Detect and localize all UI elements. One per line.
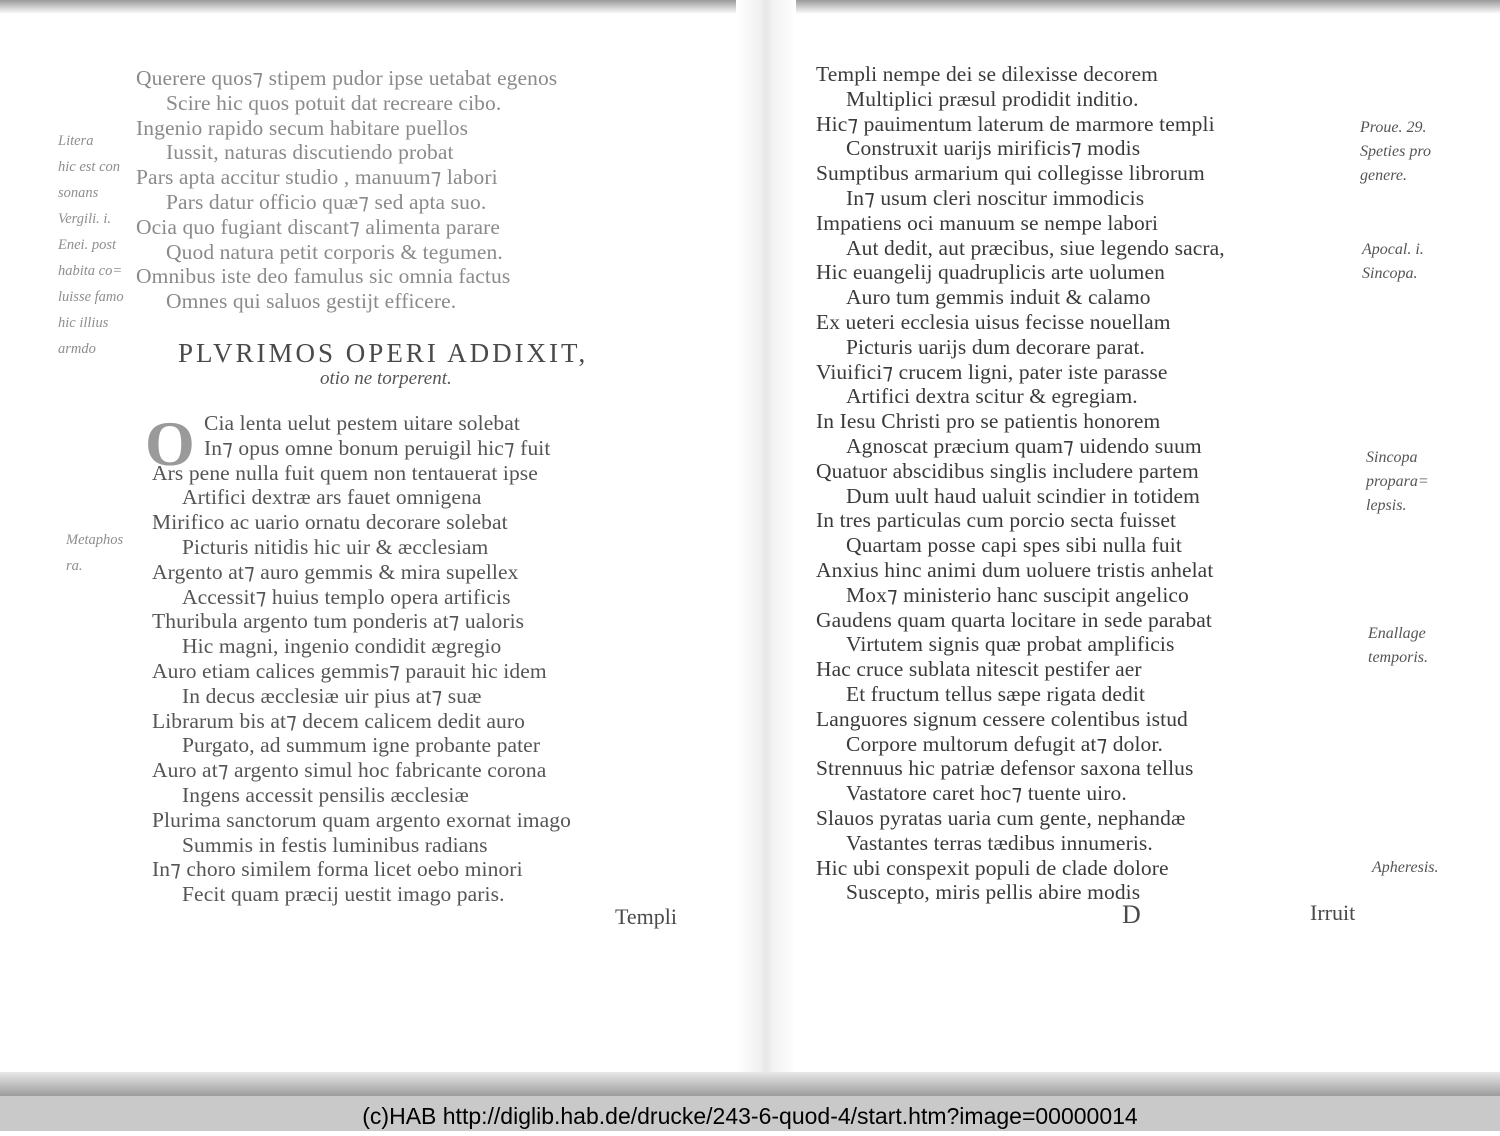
- verse-line: Quartam posse capi spes sibi nulla fuit: [846, 533, 1182, 558]
- verse-line: Impatiens oci manuum se nempe labori: [816, 210, 1159, 235]
- verse-line: Anxius hinc animi dum uoluere tristis anhelat: [816, 557, 1214, 582]
- verse-line: Purgato, ad summum igne probante pater: [182, 733, 541, 758]
- verse-line: Artifici dextræ ars fauet omnigena: [182, 485, 482, 510]
- attribution-footer: [0, 1096, 1500, 1131]
- margin-note-line: Sincopa: [1366, 449, 1418, 466]
- verse-line: Dum uult haud ualuit scindier in totidem: [846, 483, 1200, 508]
- left-margin-note-2: [66, 527, 123, 579]
- verse-line: Mirifico ac uario ornatu decorare solebat: [152, 510, 508, 535]
- verse-line: Aut dedit, aut præcibus, siue legendo sacra,: [846, 235, 1225, 260]
- margin-note-line: genere.: [1360, 167, 1407, 184]
- verse-line: Omnibus iste deo famulus sic omnia factus: [136, 264, 511, 289]
- verse-line: Ingens accessit pensilis æcclesiæ: [182, 782, 469, 807]
- verse-line: Picturis nitidis hic uir & æcclesiam: [182, 534, 489, 559]
- margin-note-line: sonans: [58, 185, 99, 201]
- margin-note-line: luisse famo: [58, 289, 124, 305]
- margin-note-line: Vergili. i.: [58, 211, 112, 227]
- verse-line: Virtutem signis quæ probat amplificis: [846, 632, 1175, 657]
- verse-line: Slauos pyratas uaria cum gente, nephandæ: [816, 805, 1186, 830]
- margin-note-line: Enallage: [1368, 625, 1426, 642]
- section-subheading: otio ne torperent.: [320, 368, 452, 389]
- verse-line: Hic⁊ pauimentum laterum de marmore templi: [816, 111, 1215, 136]
- verse-line: Ars pene nulla fuit quem non tentauerat ipse: [152, 460, 538, 485]
- margin-note-line: propara=: [1366, 473, 1429, 490]
- verse-line: Pars datur officio quæ⁊ sed apta suo.: [166, 189, 487, 214]
- right-margin-note-5: [1372, 856, 1439, 880]
- verse-line: Auro tum gemmis induit & calamo: [846, 285, 1151, 310]
- verse-line: Iussit, naturas discutiendo probat: [166, 140, 454, 165]
- verse-line: Ex ueteri ecclesia uisus fecisse nouellam: [816, 309, 1171, 334]
- verse-line: In⁊ usum cleri noscitur immodicis: [846, 185, 1145, 210]
- verse-line: Construxit uarijs mirificis⁊ modis: [846, 136, 1141, 161]
- verse-line: Hic magni, ingenio condidit ægregio: [182, 634, 502, 659]
- verse-line: Mox⁊ ministerio hanc suscipit angelico: [846, 582, 1189, 607]
- verse-line: Omnes qui saluos gestijt efficere.: [166, 289, 457, 314]
- verse-line: Ingenio rapido secum habitare puellos: [136, 115, 469, 140]
- section-heading: PLVRIMOS OPERI ADDIXIT,: [178, 338, 589, 368]
- margin-note-line: temporis.: [1368, 649, 1428, 666]
- verse-line: Picturis uarijs dum decorare parat.: [846, 334, 1146, 359]
- margin-note-line: habita co=: [58, 263, 123, 279]
- verse-line: Languores signum cessere colentibus istud: [816, 706, 1188, 731]
- verse-line: Ocia quo fugiant discant⁊ alimenta parare: [136, 214, 501, 239]
- scan-bottom-edge: [0, 1072, 1500, 1096]
- verse-line: Viuifici⁊ crucem ligni, pater iste parasse: [816, 359, 1168, 384]
- right-margin-note-1: [1360, 116, 1431, 188]
- right-margin-note-2: [1362, 238, 1424, 286]
- verse-line: Summis in festis luminibus radians: [182, 832, 488, 857]
- left-page: [0, 0, 740, 1072]
- margin-note-line: ra.: [66, 558, 83, 574]
- verse-line: Thuribula argento tum ponderis at⁊ ualoris: [152, 609, 525, 634]
- verse-line: In tres particulas cum porcio secta fuisset: [816, 508, 1177, 533]
- margin-note-line: Metaphos: [66, 532, 124, 548]
- verse-line: Pars apta accitur studio , manuum⁊ labori: [136, 165, 498, 190]
- left-margin-note-1: [58, 128, 124, 362]
- right-margin-note-3: [1366, 446, 1429, 518]
- margin-note-line: Sincopa.: [1362, 265, 1418, 282]
- verse-line: Accessit⁊ huius templo opera artificis: [182, 584, 511, 609]
- verse-line: Agnoscat præcium quam⁊ uidendo suum: [846, 433, 1202, 458]
- verse-line: Quod natura petit corporis & tegumen.: [166, 239, 503, 264]
- verse-line: Plurima sanctorum quam argento exornat imago: [152, 807, 571, 832]
- verse-line: Cia lenta uelut pestem uitare solebat: [204, 411, 520, 435]
- verse-line: Vastantes terras tædibus innumeris.: [846, 830, 1153, 855]
- verse-line: Quatuor abscidibus singlis includere partem: [816, 458, 1199, 483]
- verse-line: Vastatore caret hoc⁊ tuente uiro.: [846, 781, 1127, 806]
- verse-line: Sumptibus armarium qui collegisse librorum: [816, 161, 1205, 186]
- verse-line: Corpore multorum defugit at⁊ dolor.: [846, 731, 1163, 756]
- margin-note-line: lepsis.: [1366, 497, 1407, 514]
- margin-note-line: Proue. 29.: [1360, 119, 1427, 136]
- verse-line: Suscepto, miris pellis abire modis: [846, 880, 1141, 905]
- left-verses-top: [136, 66, 557, 314]
- verse-line: Auro at⁊ argento simul hoc fabricante corona: [152, 758, 547, 783]
- drop-capital: O: [145, 408, 195, 479]
- verse-line: Gaudens quam quarta locitare in sede parabat: [816, 607, 1213, 632]
- margin-note-line: hic est con: [58, 159, 121, 175]
- verse-line: Hac cruce sublata nitescit pestifer aer: [816, 657, 1142, 682]
- margin-note-line: Litera: [58, 133, 94, 149]
- margin-note-line: armdo: [58, 341, 96, 357]
- right-page: [780, 0, 1500, 1072]
- verse-line: Auro etiam calices gemmis⁊ parauit hic idem: [152, 658, 547, 683]
- attribution-text: (c)HAB http://diglib.hab.de/drucke/243-6-quod-4/start.htm?image=00000014: [362, 1103, 1138, 1129]
- verse-line: Artifici dextra scitur & egregiam.: [846, 384, 1138, 409]
- verse-line: Querere quos⁊ stipem pudor ipse uetabat egenos: [136, 66, 558, 90]
- verse-line: In⁊ opus omne bonum peruigil hic⁊ fuit: [204, 435, 551, 460]
- margin-note-line: Apocal. i.: [1362, 241, 1424, 258]
- verse-line: Argento at⁊ auro gemmis & mira supellex: [152, 559, 519, 584]
- signature-mark: D: [1122, 900, 1141, 929]
- margin-note-line: Apheresis.: [1372, 859, 1439, 876]
- left-catchword: Templi: [615, 904, 678, 929]
- verse-line: Hic ubi conspexit populi de clade dolore: [816, 855, 1169, 880]
- left-verses-bottom: [152, 411, 571, 907]
- verse-line: Strennuus hic patriæ defensor saxona tellus: [816, 756, 1194, 781]
- verse-line: Scire hic quos potuit dat recreare cibo.: [166, 90, 502, 115]
- verse-line: Et fructum tellus sæpe rigata dedit: [846, 681, 1146, 706]
- verse-line: Librarum bis at⁊ decem calicem dedit auro: [152, 708, 525, 733]
- right-verses: [816, 62, 1225, 905]
- margin-note-line: Enei. post: [58, 237, 116, 253]
- verse-line: In Iesu Christi pro se patientis honorem: [816, 409, 1161, 434]
- verse-line: Multiplici præsul prodidit inditio.: [846, 86, 1139, 111]
- verse-line: In⁊ choro similem forma licet oebo minori: [152, 857, 523, 882]
- verse-line: In decus æcclesiæ uir pius at⁊ suæ: [182, 683, 482, 708]
- verse-line: Templi nempe dei se dilexisse decorem: [816, 62, 1158, 86]
- right-catchword: Irruit: [1310, 900, 1356, 925]
- verse-line: Hic euangelij quadruplicis arte uolumen: [816, 260, 1165, 285]
- verse-line: Fecit quam præcij uestit imago paris.: [182, 882, 505, 907]
- margin-note-line: Speties pro: [1360, 143, 1431, 160]
- right-margin-note-4: [1368, 622, 1428, 670]
- margin-note-line: hic illius: [58, 315, 109, 331]
